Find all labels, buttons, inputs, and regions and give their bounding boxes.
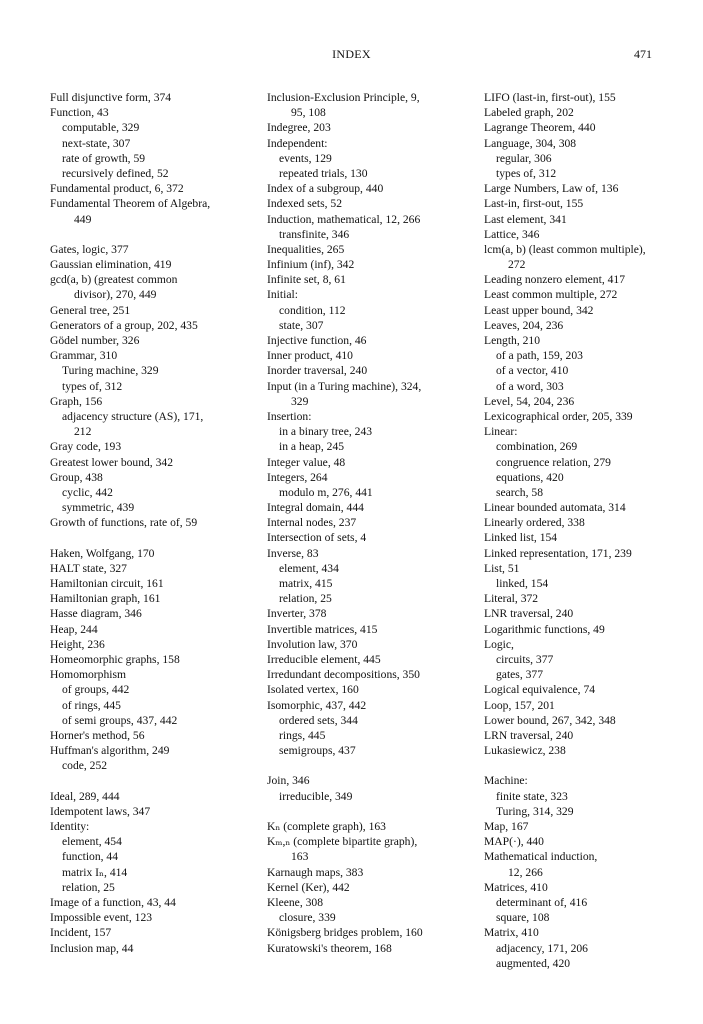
index-entry: Internal nodes, 237	[267, 516, 357, 530]
index-entry: Inclusion-Exclusion Principle, 9,	[267, 91, 420, 104]
index-entry: Grammar, 310	[50, 349, 118, 363]
index-entry: Last element, 341	[484, 212, 567, 226]
index-entry: Lower bound, 267, 342, 348	[484, 713, 616, 727]
index-entry: Inverse, 83	[267, 546, 319, 560]
index-subentry: search, 58	[496, 485, 543, 499]
index-subentry: Turing, 314, 329	[496, 804, 574, 818]
index-subentry: congruence relation, 279	[496, 455, 611, 469]
index-entry: Intersection of sets, 4	[267, 531, 367, 545]
index-subentry: next-state, 307	[62, 136, 131, 150]
index-entry: Inverter, 378	[267, 607, 327, 621]
index-entry: Induction, mathematical, 12, 266	[267, 212, 421, 226]
index-entry: Huffman's algorithm, 249	[50, 744, 170, 758]
index-entry: Lagrange Theorem, 440	[484, 121, 596, 135]
index-entry: Kleene, 308	[267, 895, 324, 909]
index-subentry: types of, 312	[62, 379, 123, 393]
index-spacer	[267, 758, 472, 773]
index-entry: Least common multiple, 272	[484, 288, 618, 302]
index-entry: Identity:	[50, 820, 90, 833]
index-entry: Inner product, 410	[267, 349, 353, 363]
index-entry: Involution law, 370	[267, 637, 358, 651]
index-entry: Independent:	[267, 136, 328, 150]
index-entry: Image of a function, 43, 44	[50, 895, 176, 909]
index-subentry: modulo m, 276, 441	[279, 485, 373, 499]
index-entry: Horner's method, 56	[50, 728, 145, 742]
index-subentry: recursively defined, 52	[62, 166, 169, 180]
index-entry: Lattice, 346	[484, 227, 540, 241]
index-subentry: symmetric, 439	[62, 501, 135, 515]
index-entry: Loop, 157, 201	[484, 698, 555, 712]
index-entry: Level, 54, 204, 236	[484, 394, 575, 408]
index-entry: Graph, 156	[50, 394, 103, 408]
index-entry: Königsberg bridges problem, 160	[267, 926, 423, 940]
index-entry: Group, 438	[50, 470, 103, 484]
index-subentry: 163	[291, 850, 309, 864]
index-subentry: adjacency, 171, 206	[496, 941, 588, 955]
index-entry: Impossible event, 123	[50, 911, 153, 925]
index-subentry: transfinite, 346	[279, 227, 350, 241]
index-entry: Irreducible element, 445	[267, 652, 381, 666]
index-subentry: gates, 377	[496, 668, 544, 682]
index-entry: Labeled graph, 202	[484, 106, 574, 120]
index-entry: List, 51	[484, 561, 520, 575]
index-spacer	[484, 758, 689, 773]
index-entry: LNR traversal, 240	[484, 607, 574, 621]
index-column-1	[50, 90, 255, 956]
index-entry: Lukasiewicz, 238	[484, 744, 566, 758]
index-entry: Gray code, 193	[50, 440, 122, 454]
index-entry: Hasse diagram, 346	[50, 607, 142, 621]
index-entry: Linked list, 154	[484, 531, 558, 545]
index-entry: Least upper bound, 342	[484, 303, 594, 317]
index-entry: Injective function, 46	[267, 334, 367, 347]
index-entry: Kernel (Ker), 442	[267, 880, 350, 894]
index-entry: Kuratowski's theorem, 168	[267, 941, 392, 955]
index-subentry: condition, 112	[279, 303, 346, 317]
index-subentry: 272	[508, 258, 526, 272]
index-subentry: regular, 306	[496, 151, 552, 165]
index-entry: Kₘ,ₙ (complete bipartite graph),	[267, 835, 418, 849]
index-subentry: ordered sets, 344	[279, 713, 358, 727]
index-spacer	[50, 530, 255, 545]
index-subentry: cyclic, 442	[62, 485, 113, 499]
index-entry: lcm(a, b) (least common multiple),	[484, 242, 646, 256]
index-subentry: 212	[74, 425, 92, 439]
index-subentry: relation, 25	[279, 592, 332, 606]
index-spacer	[50, 773, 255, 788]
index-entry: Logic,	[484, 637, 514, 651]
index-column-3	[484, 90, 689, 971]
index-entry: General tree, 251	[50, 303, 131, 317]
index-entry: Gates, logic, 377	[50, 242, 129, 256]
index-subentry: matrix Iₙ, 414	[62, 865, 128, 879]
index-subentry: linked, 154	[496, 577, 549, 590]
index-subentry: of a vector, 410	[496, 364, 569, 378]
index-subentry: code, 252	[62, 759, 108, 773]
index-subentry: equations, 420	[496, 470, 564, 484]
index-subentry: adjacency structure (AS), 171,	[62, 409, 204, 423]
index-entry: Large Numbers, Law of, 136	[484, 182, 619, 196]
index-entry: Integer value, 48	[267, 455, 346, 469]
index-subentry: Turing machine, 329	[62, 364, 159, 378]
index-entry: Infinite set, 8, 61	[267, 273, 346, 287]
index-entry: Insertion:	[267, 409, 312, 423]
index-entry: Matrix, 410	[484, 926, 539, 940]
index-entry: Leaves, 204, 236	[484, 318, 564, 332]
index-subentry: 449	[74, 212, 92, 226]
index-spacer	[50, 227, 255, 242]
index-subentry: 95, 108	[291, 106, 326, 120]
index-entry: Ideal, 289, 444	[50, 789, 120, 803]
index-subentry: events, 129	[279, 151, 332, 165]
index-entry: Irredundant decompositions, 350	[267, 668, 420, 682]
index-entry: Haken, Wolfgang, 170	[50, 546, 155, 560]
index-subentry: closure, 339	[279, 911, 336, 925]
index-entry: Growth of functions, rate of, 59	[50, 516, 198, 530]
index-subentry: combination, 269	[496, 440, 578, 454]
index-entry: Integral domain, 444	[267, 501, 364, 515]
index-entry: Join, 346	[267, 774, 310, 788]
index-subentry: function, 44	[62, 850, 119, 864]
index-entry: Integers, 264	[267, 470, 328, 484]
index-entry: Hamiltonian circuit, 161	[50, 577, 164, 590]
index-subentry: in a binary tree, 243	[279, 425, 373, 439]
index-subentry: of rings, 445	[62, 698, 121, 712]
index-subentry: element, 434	[279, 561, 339, 575]
index-entry: Logarithmic functions, 49	[484, 622, 605, 636]
index-entry: Logical equivalence, 74	[484, 683, 596, 697]
index-subentry: of a path, 159, 203	[496, 349, 583, 363]
index-subentry: finite state, 323	[496, 789, 568, 803]
index-subentry: of groups, 442	[62, 683, 130, 697]
index-entry: Mathematical induction,	[484, 850, 598, 864]
index-subentry: in a heap, 245	[279, 440, 345, 454]
index-subentry: determinant of, 416	[496, 895, 588, 909]
index-entry: Incident, 157	[50, 926, 112, 940]
index-entry: Generators of a group, 202, 435	[50, 318, 198, 332]
index-subentry: state, 307	[279, 318, 324, 332]
index-subentry: rings, 445	[279, 728, 326, 742]
index-entry: LIFO (last-in, first-out), 155	[484, 91, 616, 104]
index-entry: Linear bounded automata, 314	[484, 501, 626, 515]
index-entry: Greatest lower bound, 342	[50, 455, 173, 469]
index-entry: MAP(·), 440	[484, 835, 544, 849]
index-subentry: 12, 266	[508, 865, 543, 879]
index-entry: Matrices, 410	[484, 880, 548, 894]
index-entry: Homomorphism	[50, 668, 127, 682]
index-subentry: circuits, 377	[496, 652, 554, 666]
page-header-title: INDEX	[332, 47, 371, 61]
index-entry: Inclusion map, 44	[50, 941, 134, 955]
index-entry: Inorder traversal, 240	[267, 364, 368, 378]
index-subentry: rate of growth, 59	[62, 151, 146, 165]
index-entry: Literal, 372	[484, 592, 539, 606]
index-entry: Fundamental Theorem of Algebra,	[50, 197, 211, 211]
index-subentry: matrix, 415	[279, 577, 333, 590]
index-column-2	[267, 90, 472, 956]
index-spacer	[267, 804, 472, 819]
index-entry: Isolated vertex, 160	[267, 683, 359, 697]
index-entry: Indexed sets, 52	[267, 197, 343, 211]
index-entry: Linearly ordered, 338	[484, 516, 585, 530]
index-subentry: divisor), 270, 449	[74, 288, 157, 302]
index-entry: Length, 210	[484, 334, 541, 347]
index-subentry: repeated trials, 130	[279, 166, 368, 180]
index-subentry: element, 454	[62, 835, 122, 849]
index-entry: Function, 43	[50, 106, 109, 120]
index-entry: Homeomorphic graphs, 158	[50, 652, 180, 666]
index-subentry: types of, 312	[496, 166, 557, 180]
index-entry: Language, 304, 308	[484, 136, 577, 150]
index-entry: Machine:	[484, 774, 528, 788]
index-entry: Initial:	[267, 288, 298, 302]
index-subentry: semigroups, 437	[279, 744, 356, 758]
index-entry: Karnaugh maps, 383	[267, 865, 364, 879]
page-number: 471	[634, 47, 652, 61]
index-entry: Indegree, 203	[267, 121, 331, 135]
index-entry: Idempotent laws, 347	[50, 804, 151, 818]
index-entry: Invertible matrices, 415	[267, 622, 378, 636]
index-subentry: augmented, 420	[496, 956, 571, 970]
index-entry: Heap, 244	[50, 622, 98, 636]
index-subentry: of a word, 303	[496, 379, 564, 393]
index-entry: HALT state, 327	[50, 561, 127, 575]
index-subentry: relation, 25	[62, 880, 115, 894]
index-entry: Infinium (inf), 342	[267, 258, 355, 272]
index-entry: Hamiltonian graph, 161	[50, 592, 161, 606]
index-entry: Kₙ (complete graph), 163	[267, 820, 386, 833]
index-entry: Last-in, first-out, 155	[484, 197, 584, 211]
index-subentry: computable, 329	[62, 121, 140, 135]
index-entry: Height, 236	[50, 637, 105, 651]
index-entry: Index of a subgroup, 440	[267, 182, 384, 196]
index-subentry: irreducible, 349	[279, 789, 353, 803]
index-entry: Gaussian elimination, 419	[50, 258, 172, 272]
index-entry: gcd(a, b) (greatest common	[50, 273, 178, 287]
index-entry: Linear:	[484, 425, 518, 439]
index-entry: Lexicographical order, 205, 339	[484, 409, 633, 423]
index-entry: Inequalities, 265	[267, 242, 345, 256]
index-entry: Full disjunctive form, 374	[50, 91, 172, 104]
index-entry: Map, 167	[484, 820, 529, 833]
index-entry: Gödel number, 326	[50, 334, 140, 347]
index-entry: Input (in a Turing machine), 324,	[267, 379, 422, 393]
index-subentry: of semi groups, 437, 442	[62, 713, 178, 727]
index-entry: Leading nonzero element, 417	[484, 273, 626, 287]
index-subentry: square, 108	[496, 911, 550, 925]
index-entry: LRN traversal, 240	[484, 728, 574, 742]
index-subentry: 329	[291, 394, 309, 408]
index-entry: Fundamental product, 6, 372	[50, 182, 184, 196]
index-entry: Linked representation, 171, 239	[484, 546, 632, 560]
index-entry: Isomorphic, 437, 442	[267, 698, 367, 712]
